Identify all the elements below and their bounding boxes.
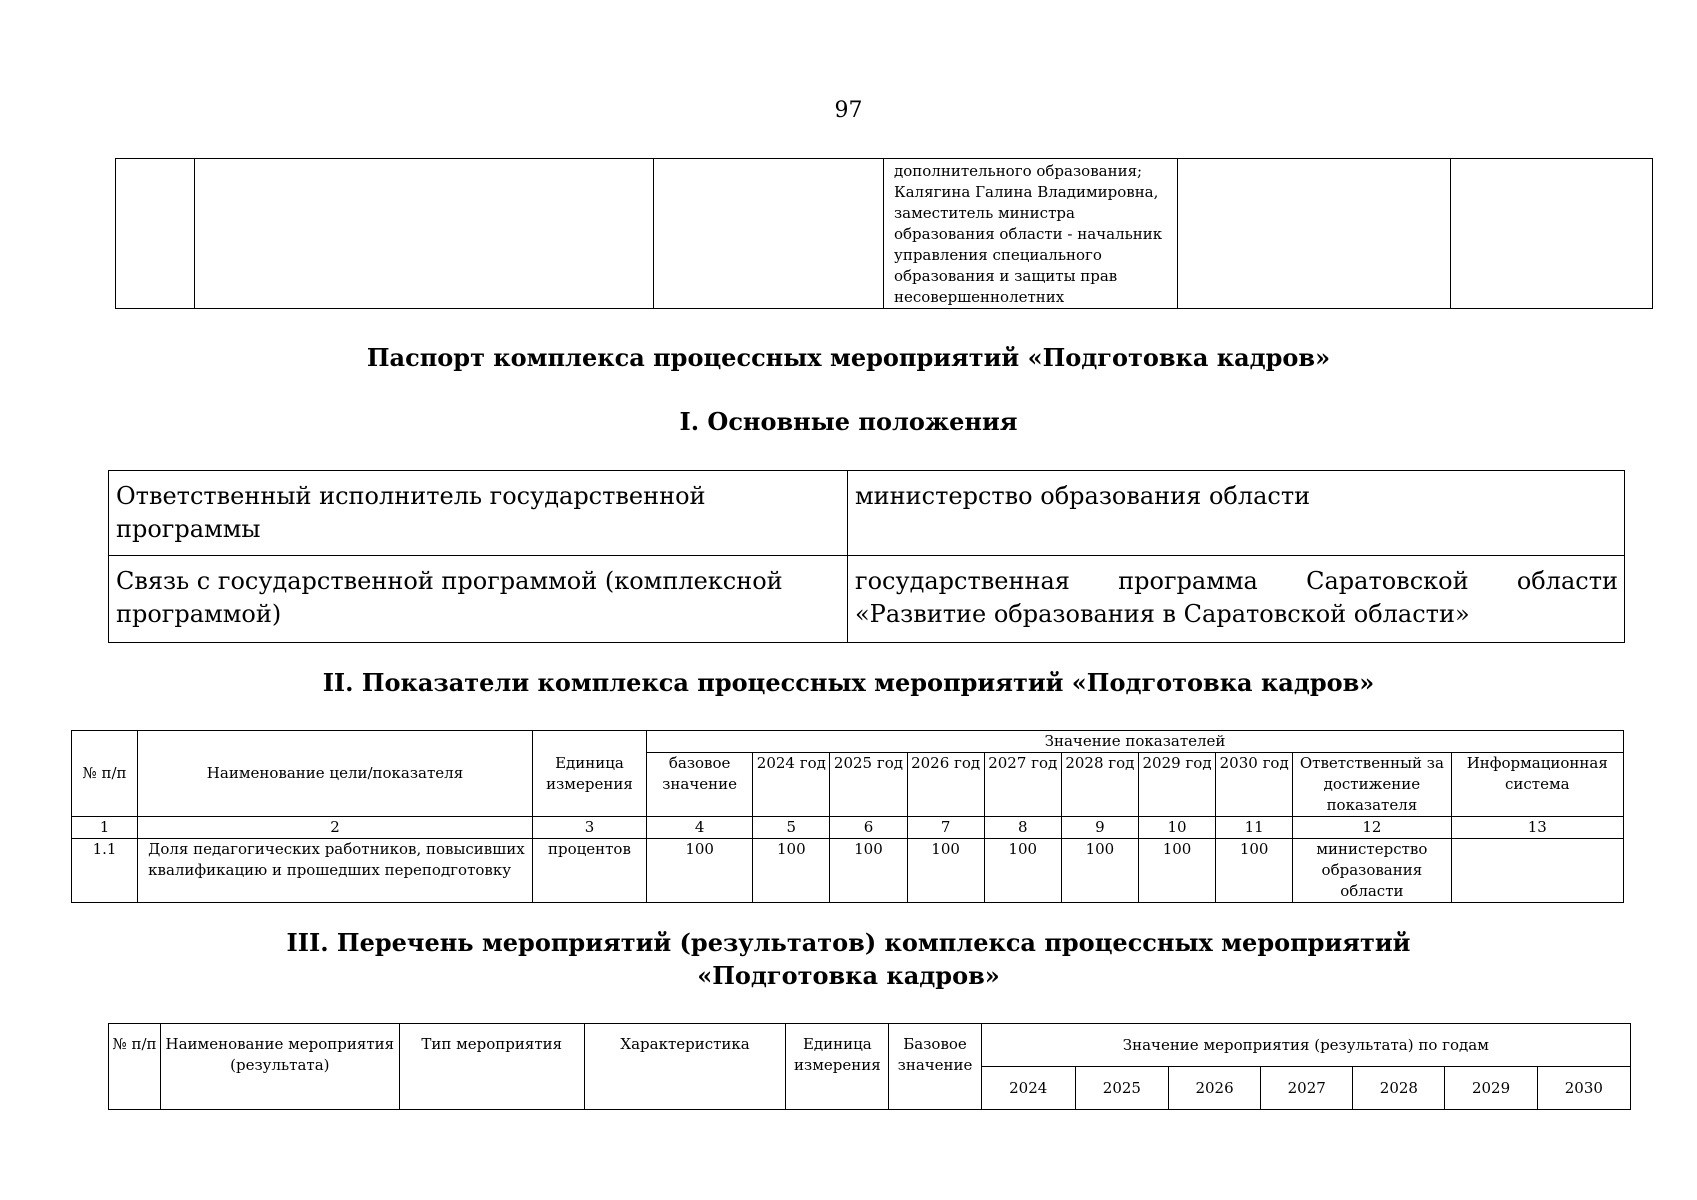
cont-cell-1 [116,159,195,309]
column-number: 2 [138,817,533,839]
table-row [72,839,1624,903]
column-number: 1 [72,817,138,839]
header-year: 2026 [1168,1067,1260,1110]
row-year-value: 100 [1138,839,1215,903]
header-year: 2030 [1537,1067,1630,1110]
header-year: 2029 [1445,1067,1537,1110]
header-unit: Единица измерения [786,1024,889,1110]
row-year-value: 100 [830,839,907,903]
column-number: 4 [647,817,753,839]
header-characteristic: Характеристика [584,1024,785,1110]
header-values-group: Значение мероприятия (результата) по годам [981,1024,1630,1067]
header-year: 2026 год [907,753,984,817]
header-unit: Единица измерения [532,731,646,817]
header-year: 2027 год [984,753,1061,817]
header-year: 2024 год [753,753,830,817]
row-year-value: 100 [984,839,1061,903]
section-3-heading-line-1: III. Перечень мероприятий (результатов) комплекса процессных мероприятий [286,928,1411,957]
row-unit: процентов [532,839,646,903]
header-num: № п/п [72,731,138,817]
header-base: Базовое значение [889,1024,981,1110]
activities-table [108,1023,1631,1110]
column-number: 10 [1138,817,1215,839]
header-year: 2030 год [1216,753,1293,817]
header-responsible: Ответственный за достижение показателя [1293,753,1451,817]
row-info-system [1451,839,1623,903]
column-number: 6 [830,817,907,839]
row-year-value: 100 [753,839,830,903]
row-base: 100 [647,839,753,903]
cont-cell-2 [195,159,654,309]
row-responsible: министерство образования области [1293,839,1451,903]
column-number: 13 [1451,817,1623,839]
header-base: базовое значение [647,753,753,817]
column-number: 9 [1061,817,1138,839]
passport-title: Паспорт комплекса процессных мероприятий «Подготовка кадров» [366,343,1331,372]
section-2-heading: II. Показатели комплекса процессных мероприятий «Подготовка кадров» [322,668,1375,697]
header-year: 2028 [1353,1067,1445,1110]
cont-cell-3 [654,159,884,309]
header-year: 2028 год [1061,753,1138,817]
table-row [109,471,1625,556]
column-number: 8 [984,817,1061,839]
column-number: 7 [907,817,984,839]
column-number: 12 [1293,817,1451,839]
row-year-value: 100 [1061,839,1138,903]
cont-cell-5 [1178,159,1451,309]
section-3-heading-line-2: «Подготовка кадров» [697,961,1000,990]
header-info-system: Информационная система [1451,753,1623,817]
header-year: 2025 [1075,1067,1168,1110]
row-label: Связь с государственной программой (комплексной программой) [109,556,848,643]
cont-responsible-cell: дополнительного образования; Калягина Галина Владимировна, заместитель министра образования области - начальник управления специального образования и защиты прав несовершеннолетних [884,159,1178,309]
column-number: 11 [1216,817,1293,839]
header-values-group: Значение показателей [647,731,1624,753]
row-year-value: 100 [1216,839,1293,903]
column-number: 3 [532,817,646,839]
row-year-value: 100 [907,839,984,903]
row-value: министерство образования области [848,471,1625,556]
header-year: 2024 [981,1067,1075,1110]
row-num: 1.1 [72,839,138,903]
header-name: Наименование мероприятия (результата) [161,1024,399,1110]
header-year: 2025 год [830,753,907,817]
header-year: 2027 [1261,1067,1353,1110]
header-num: № п/п [109,1024,161,1110]
row-label: Ответственный исполнитель государственной программы [109,471,848,556]
indicators-table [71,730,1624,903]
section-1-heading: I. Основные положения [679,407,1018,436]
page-number: 97 [834,98,863,123]
header-type: Тип мероприятия [399,1024,584,1110]
column-number: 5 [753,817,830,839]
column-numbers-row [72,817,1624,839]
section-3-heading [0,926,1697,992]
continuation-table [115,158,1653,309]
basic-provisions-table [108,470,1625,643]
header-name: Наименование цели/показателя [138,731,533,817]
table-row [109,556,1625,643]
cont-cell-6 [1451,159,1653,309]
row-value: государственная программа Саратовской области «Развитие образования в Саратовской области» [848,556,1625,643]
header-year: 2029 год [1138,753,1215,817]
row-name: Доля педагогических работников, повысивших квалификацию и прошедших переподготовку [138,839,533,903]
